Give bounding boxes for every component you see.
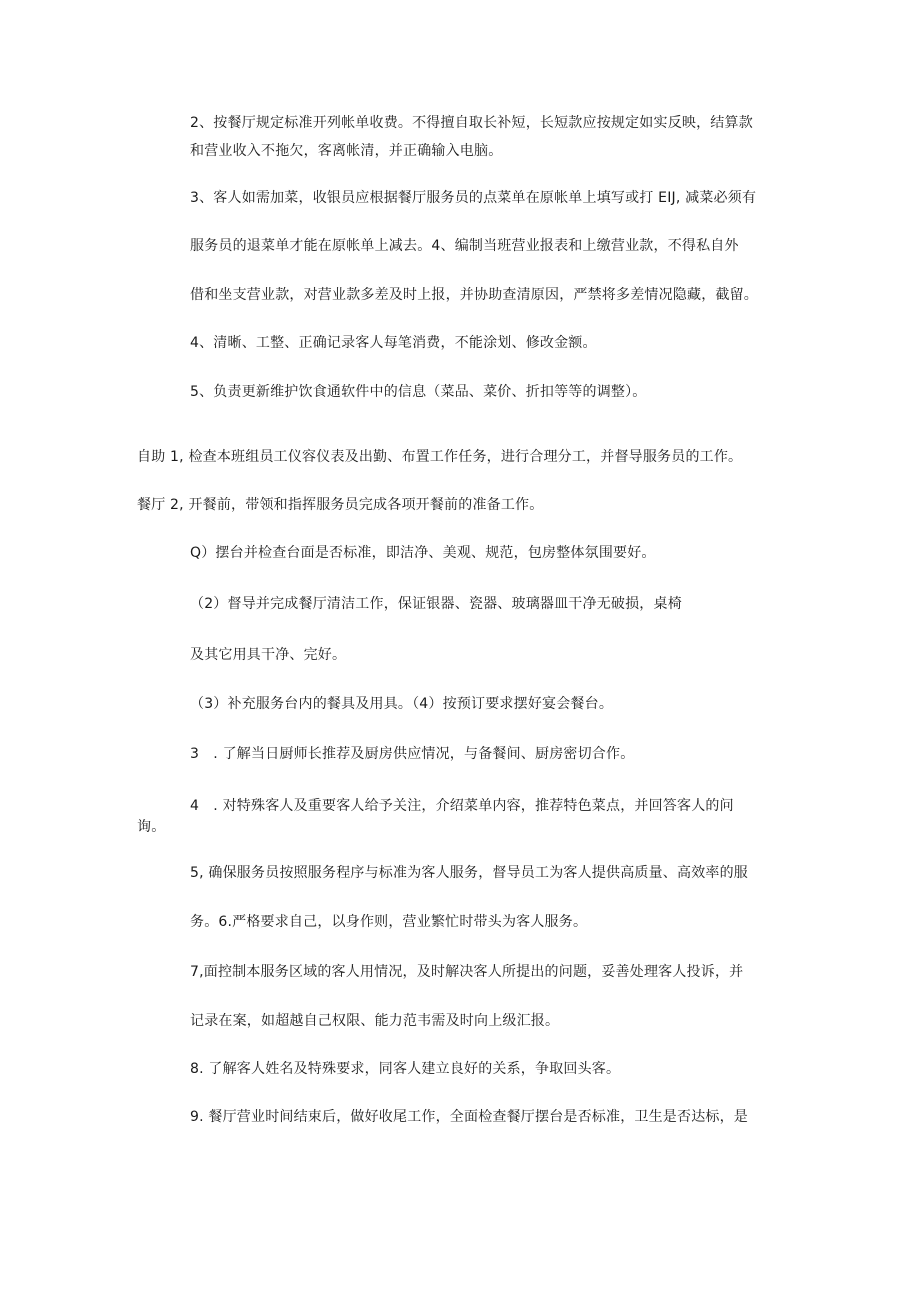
text-line-subitem-2-cont: 及其它用具干净、完好。	[190, 647, 347, 663]
text-line-buffet-item-7-cont: 记录在案，如超越自己权限、能力范韦需及时向上级汇报。	[190, 1013, 560, 1029]
text-line-cashier-item-3-cont: 服务员的退菜单才能在原帐单上减去。4、编制当班营业报表和上缴营业款，不得私自外	[190, 238, 739, 254]
text-line-buffet-item-4: 4 . 对特殊客人及重要客人给予关注，介绍菜单内容，推荐特色菜点，并回答客人的问	[190, 798, 734, 814]
text-line-buffet-item-5: 5, 确保服务员按照服务程序与标准为客人服务，督导员工为客人提供高质量、高效率的服	[190, 865, 749, 881]
text-line-buffet-item-3: 3 . 了解当日厨师长推荐及厨房供应情况，与备餐间、厨房密切合作。	[190, 746, 635, 762]
text-line-cashier-item-2-cont: 和营业收入不拖欠，客离帐清，并正确输入电脑。	[190, 143, 503, 159]
text-line-cashier-item-5: 5、负责更新维护饮食通软件中的信息（菜品、菜价、折扣等等的调整）。	[190, 384, 647, 400]
text-line-subitem-2: （2）督导并完成餐厅清洁工作，保证银器、瓷器、玻璃器皿干净无破损，桌椅	[190, 596, 682, 612]
text-line-cashier-item-4b: 4、清晰、工整、正确记录客人每笔消费，不能涂划、修改金额。	[190, 335, 597, 351]
text-line-cashier-item-2: 2、按餐厅规定标准开列帐单收费。不得擅自取长补短，长短款应按规定如实反映，结算款	[190, 115, 753, 131]
text-line-cashier-item-3: 3、客人如需加菜，收银员应根据餐厅服务员的点菜单在原帐单上填写或打 EIJ, 减菜必须有	[190, 190, 757, 206]
text-line-buffet-item-9: 9. 餐厅营业时间结束后，做好收尾工作，全面检查餐厅摆台是否标准，卫生是否达标，是	[190, 1109, 749, 1125]
text-line-subitem-3-4: （3）补充服务台内的餐具及用具。（4）按预订要求摆好宴会餐台。	[190, 696, 614, 712]
text-line-buffet-item-4-cont: 询。	[137, 819, 166, 835]
text-line-subitem-1: Q）摆台并检查台面是否标准，即洁净、美观、规范，包房整体氛围要好。	[190, 545, 656, 561]
text-line-cashier-item-4-cont: 借和坐支营业款，对营业款多差及时上报，并协助查清原因，严禁将多差情况隐藏，截留。	[190, 287, 758, 303]
text-line-buffet-item-1: 自助 1, 检查本班组员工仪容仪表及出勤、布置工作任务，进行合理分工，并督导服务员的工作。	[137, 449, 743, 465]
text-line-buffet-item-7: 7,面控制本服务区域的客人用情况，及时解决客人所提出的问题，妥善处理客人投诉，并	[190, 964, 744, 980]
text-line-buffet-item-5-cont: 务。6.严格要求自己，以身作则，营业繁忙时带头为客人服务。	[190, 914, 588, 930]
text-line-buffet-item-2: 餐厅 2, 开餐前，带领和指挥服务员完成各项开餐前的准备工作。	[137, 497, 544, 513]
text-line-buffet-item-8: 8. 了解客人姓名及特殊要求，同客人建立良好的关系，争取回头客。	[190, 1061, 621, 1077]
